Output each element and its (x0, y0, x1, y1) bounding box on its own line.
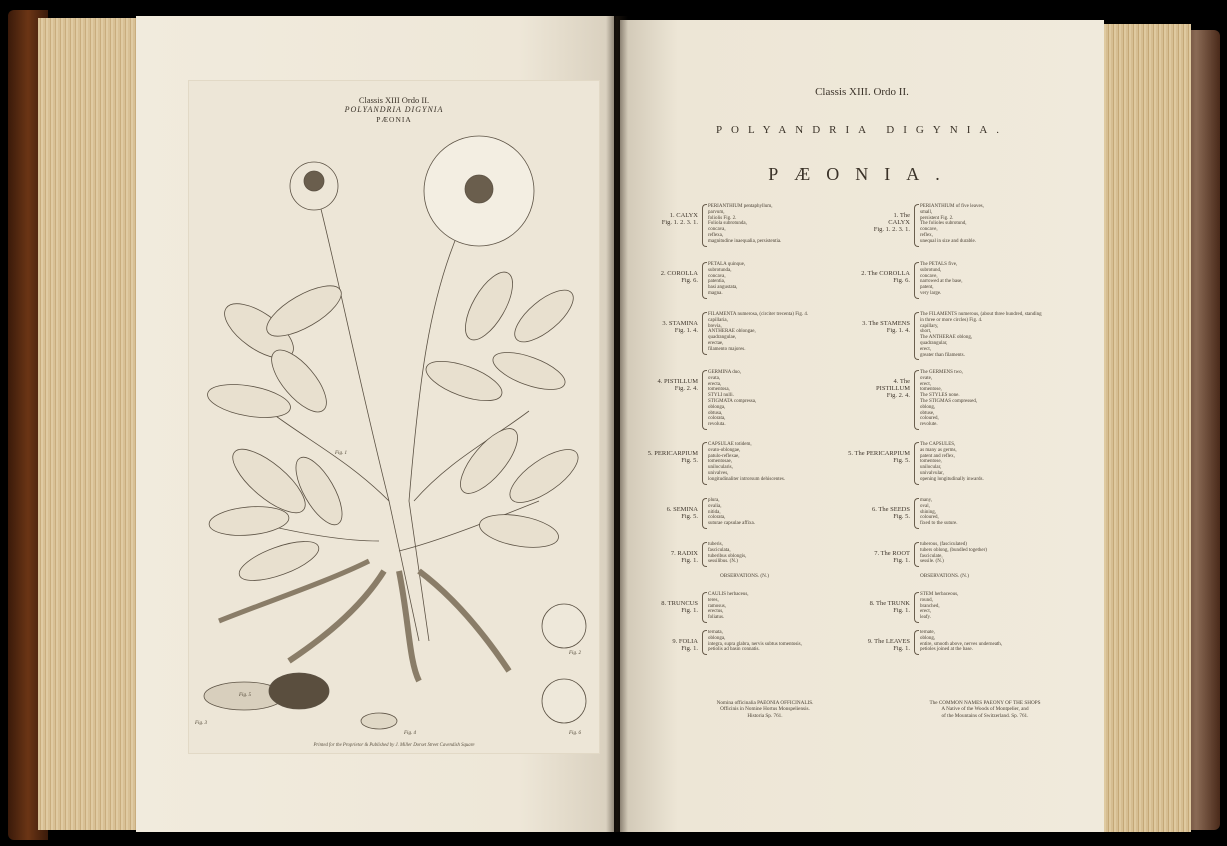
open-book (8, 10, 1220, 840)
plate-classis: Classis XIII Ordo II. (358, 95, 430, 105)
entry-label: 5. The PERICARPIUM Fig. 5. (848, 450, 910, 464)
entry-lines: PERIANTHIUM pentaphyllum, parvum, foliolis Fig. 2. Foliola subrotunda, concava, reflexa, magnitudine inaequalia, persistentia. (708, 204, 782, 244)
plate-order: POLYANDRIA DIGYNIA (344, 105, 444, 114)
entry-lines: tuberis, fasciculata, tuberibus oblongis, sessilibus. (N.) (708, 542, 747, 565)
entry-lines: CAPSULAE totidem, ovato-oblongae, patulo-reflexae, tomentosae, unilocularis, univalves, longitudinaliter introrsum dehiscentes. (708, 442, 786, 482)
entry-label: 4. The PISTILLUM Fig. 2. 4. (876, 378, 910, 399)
entry-lines: many, oval, shining, coloured, fixed to the suture. (920, 498, 958, 527)
entry-lines: GERMINA duo, ovata, erecta, tomentosa, STYLI nulli. STIGMATA compressa, oblonga, obtusa, colorata, revoluta. (708, 370, 757, 428)
entry-lines: ternate, oblong, entire, smooth above, nerves underneath, petioles joined at the base. (920, 630, 1003, 653)
page-order-heading: POLYANDRIA DIGYNIA. (715, 124, 1009, 136)
plate-genus: PÆONIA (376, 115, 412, 124)
entry-lines: PETALA quinque, subrotunda, concava, patentia, basi angustata, magna. (708, 262, 746, 296)
entry-brace (702, 312, 707, 355)
entry-lines: The CAPSULES, as many as germs, patent and reflex, tomentose, unilocular, univalvular, opening longitudinally inwards. (920, 442, 984, 482)
page-genus-heading: PÆONIA. (768, 164, 956, 184)
page-edges-left (38, 18, 143, 830)
entry-label: 3. The STAMENS Fig. 1. 4. (862, 320, 910, 334)
fig-label-6: Fig. 6 (569, 731, 581, 736)
entry-label: 1. The CALYX Fig. 1. 2. 3. 1. (873, 212, 910, 233)
entry-brace (914, 630, 919, 655)
entry-brace (914, 370, 919, 430)
entry-brace (702, 442, 707, 485)
entry-brace (914, 542, 919, 567)
entry-brace (702, 592, 707, 623)
entry-label: 6. The SEEDS Fig. 5. (872, 506, 910, 520)
left-page (136, 16, 614, 832)
english-footnote: The COMMON NAMES PAEONY OF THE SHOPS A Native of the Woods of Montpelier, and of the Mountains of Switzerland. Sp. 761. (929, 700, 1041, 719)
entry-brace (914, 498, 919, 529)
entry-label: 7. RADIX Fig. 1. (670, 550, 698, 564)
entry-brace (702, 370, 707, 430)
fig-label-4: Fig. 4 (404, 731, 416, 736)
entry-brace (914, 592, 919, 623)
entry-label: 7. The ROOT Fig. 1. (874, 550, 910, 564)
entry-label: 4. PISTILLUM Fig. 2. 4. (657, 378, 698, 392)
page-classis-heading: Classis XIII. Ordo II. (815, 86, 909, 98)
fig-label-1: Fig. 1 (335, 451, 347, 456)
plate-imprint: Printed for the Proprietor & Published by J. Miller Dorset Street Cavendish Square (313, 743, 475, 748)
entry-brace (914, 262, 919, 299)
page-edges-right (1096, 24, 1191, 832)
entry-label: 9. The LEAVES Fig. 1. (867, 638, 910, 652)
entry-label: 6. SEMINA Fig. 5. (666, 506, 698, 520)
entry-label: 5. PERICARPIUM Fig. 5. (647, 450, 698, 464)
entry-label: 8. TRUNCUS Fig. 1. (661, 600, 698, 614)
entry-label: 9. FOLIA Fig. 1. (672, 638, 698, 652)
fig-label-5: Fig. 5 (239, 693, 251, 698)
entry-label: 1. CALYX Fig. 1. 2. 3. 1. (661, 212, 698, 226)
entry-brace (914, 312, 919, 360)
entry-lines: The PETALS five, subrotund, concave, narrowed at the base, patent, very large. (920, 262, 963, 296)
book-gutter (606, 16, 628, 832)
entry-lines: CAULIS herbaceus, teres, ramosus, erectus, foliatus. (708, 592, 749, 621)
entry-label: 8. The TRUNK Fig. 1. (869, 600, 910, 614)
entry-label: 2. The COROLLA Fig. 6. (861, 270, 910, 284)
entry-brace (702, 542, 707, 567)
peony-engraving (189, 81, 599, 753)
entry-lines: plura, ovalia, nitida, colorata, suturae capsulae affixa. (708, 498, 755, 527)
latin-footnote: Nomina officinalia PAEONIA OFFICINALIS. Officinis in Nomine Hortus Monspeliensis. Historia Sp. 761. (716, 700, 814, 719)
botanical-plate (188, 80, 600, 754)
entry-lines: STEM herbaceous, round, branched, erect, leafy. (920, 592, 959, 621)
entry-label: 2. COROLLA Fig. 6. (660, 270, 698, 284)
entry-lines: ternata, oblonga, integra, supra glabra, nervis subtus tomentosis, petiolis ad basin connatis. (708, 630, 802, 653)
entry-label: 3. STAMINA Fig. 1. 4. (662, 320, 698, 334)
latin-observations: OBSERVATIONS. (N.) (720, 573, 769, 579)
entry-brace (702, 262, 707, 299)
english-observations: OBSERVATIONS. (N.) (920, 573, 969, 579)
entry-brace (702, 498, 707, 529)
fig-label-2: Fig. 2 (569, 651, 581, 656)
entry-brace (702, 204, 707, 247)
entry-brace (914, 204, 919, 247)
entry-lines: PERIANTHIUM of five leaves, small, persistent Fig. 2. The folioles subrotund, concave, reflex, unequal in size and durable. (920, 204, 984, 244)
fig-label-3: Fig. 3 (195, 721, 207, 726)
entry-brace (914, 442, 919, 485)
entry-lines: The GERMENS two, ovate, erect, tomentose, The STYLES none. The STIGMAS compressed, oblong, obtuse, coloured, revolute. (920, 370, 978, 428)
entry-lines: tuberous, (fasciculated) tubers oblong, (bundled together) fasciculate, sessile. (N.) (920, 542, 987, 565)
entry-lines: The FILAMENTS numerous, (about three hundred, standing in three or more circles) Fig. 4. capillary, short, The ANTHERAE oblong, quadrangular, erect, greater than filaments. (920, 312, 1042, 358)
entry-brace (702, 630, 707, 655)
entry-lines: FILAMENTA numerosa, (circiter trecenta) Fig. 4. capillaria, brevia, ANTHERAE oblongae, quadrangulae, erectae, filamento majores. (708, 312, 809, 352)
right-page (620, 20, 1104, 832)
